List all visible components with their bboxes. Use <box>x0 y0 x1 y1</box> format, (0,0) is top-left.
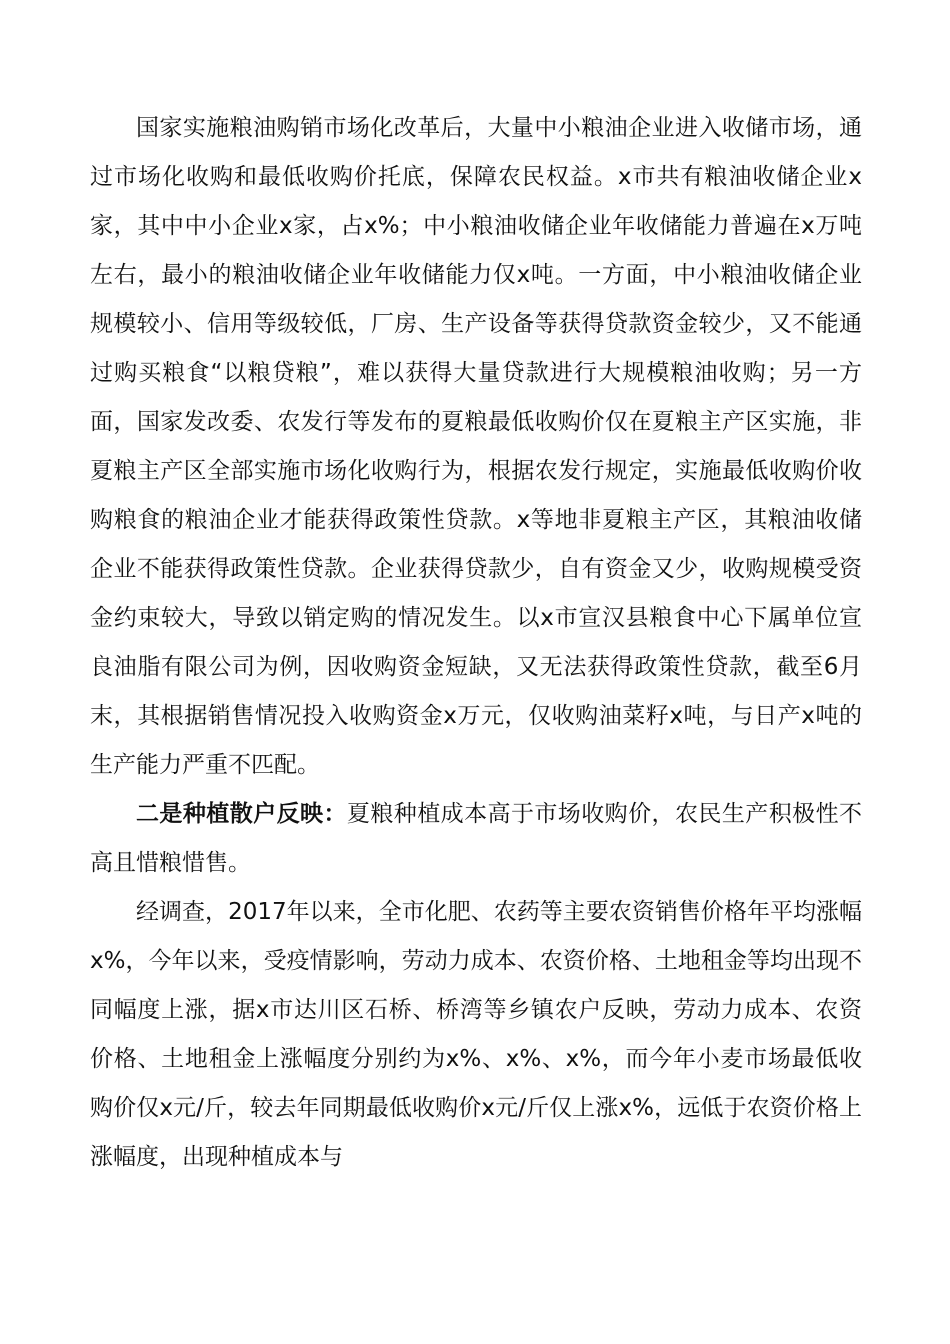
paragraph-text: 经调查，2017年以来，全市化肥、农药等主要农资销售价格年平均涨幅x%，今年以来，受疫情影响，劳动力成本、农资价格、土地租金等均出现不同幅度上涨，据x市达川区石桥、桥湾等乡镇农户反映，劳动力成本、农资价格、土地租金上涨幅度分别约为x%、x%、x%，而今年小麦市场最低收购价仅x元/斤，较去年同期最低收购价x元/斤仅上涨x%，远低于农资价格上涨幅度，出现种植成本与 <box>90 899 862 1170</box>
paragraph-lead-bold: 二是种植散户反映： <box>136 801 347 827</box>
paragraph-text: 国家实施粮油购销市场化改革后，大量中小粮油企业进入收储市场，通过市场化收购和最低收购价托底，保障农民权益。x市共有粮油收储企业x家，其中中小企业x家，占x%；中小粮油收储企业年收储能力普遍在x万吨左右，最小的粮油收储企业年收储能力仅x吨。一方面，中小粮油收储企业规模较小、信用等级较低，厂房、生产设备等获得贷款资金较少，又不能通过购买粮食“以粮贷粮”，难以获得大量贷款进行大规模粮油收购；另一方面，国家发改委、农发行等发布的夏粮最低收购价仅在夏粮主产区实施，非夏粮主产区全部实施市场化收购行为，根据农发行规定，实施最低收购价收购粮食的粮油企业才能获得政策性贷款。x等地非夏粮主产区，其粮油收储企业不能获得政策性贷款。企业获得贷款少，自有资金又少，收购规模受资金约束较大，导致以销定购的情况发生。以x市宣汉县粮食中心下属单位宣良油脂有限公司为例，因收购资金短缺，又无法获得政策性贷款，截至6月末，其根据销售情况投入收购资金x万元，仅收购油菜籽x吨，与日产x吨的生产能力严重不匹配。 <box>90 115 862 778</box>
document-body <box>90 104 862 1182</box>
paragraph-farmer-feedback <box>90 790 862 888</box>
paragraph-financing-constraints <box>90 104 862 790</box>
paragraph-text: 夏粮种植成本高于市场收购价，农民生产积极性不高且惜粮惜售。 <box>90 801 863 876</box>
paragraph-survey-findings <box>90 888 862 1182</box>
